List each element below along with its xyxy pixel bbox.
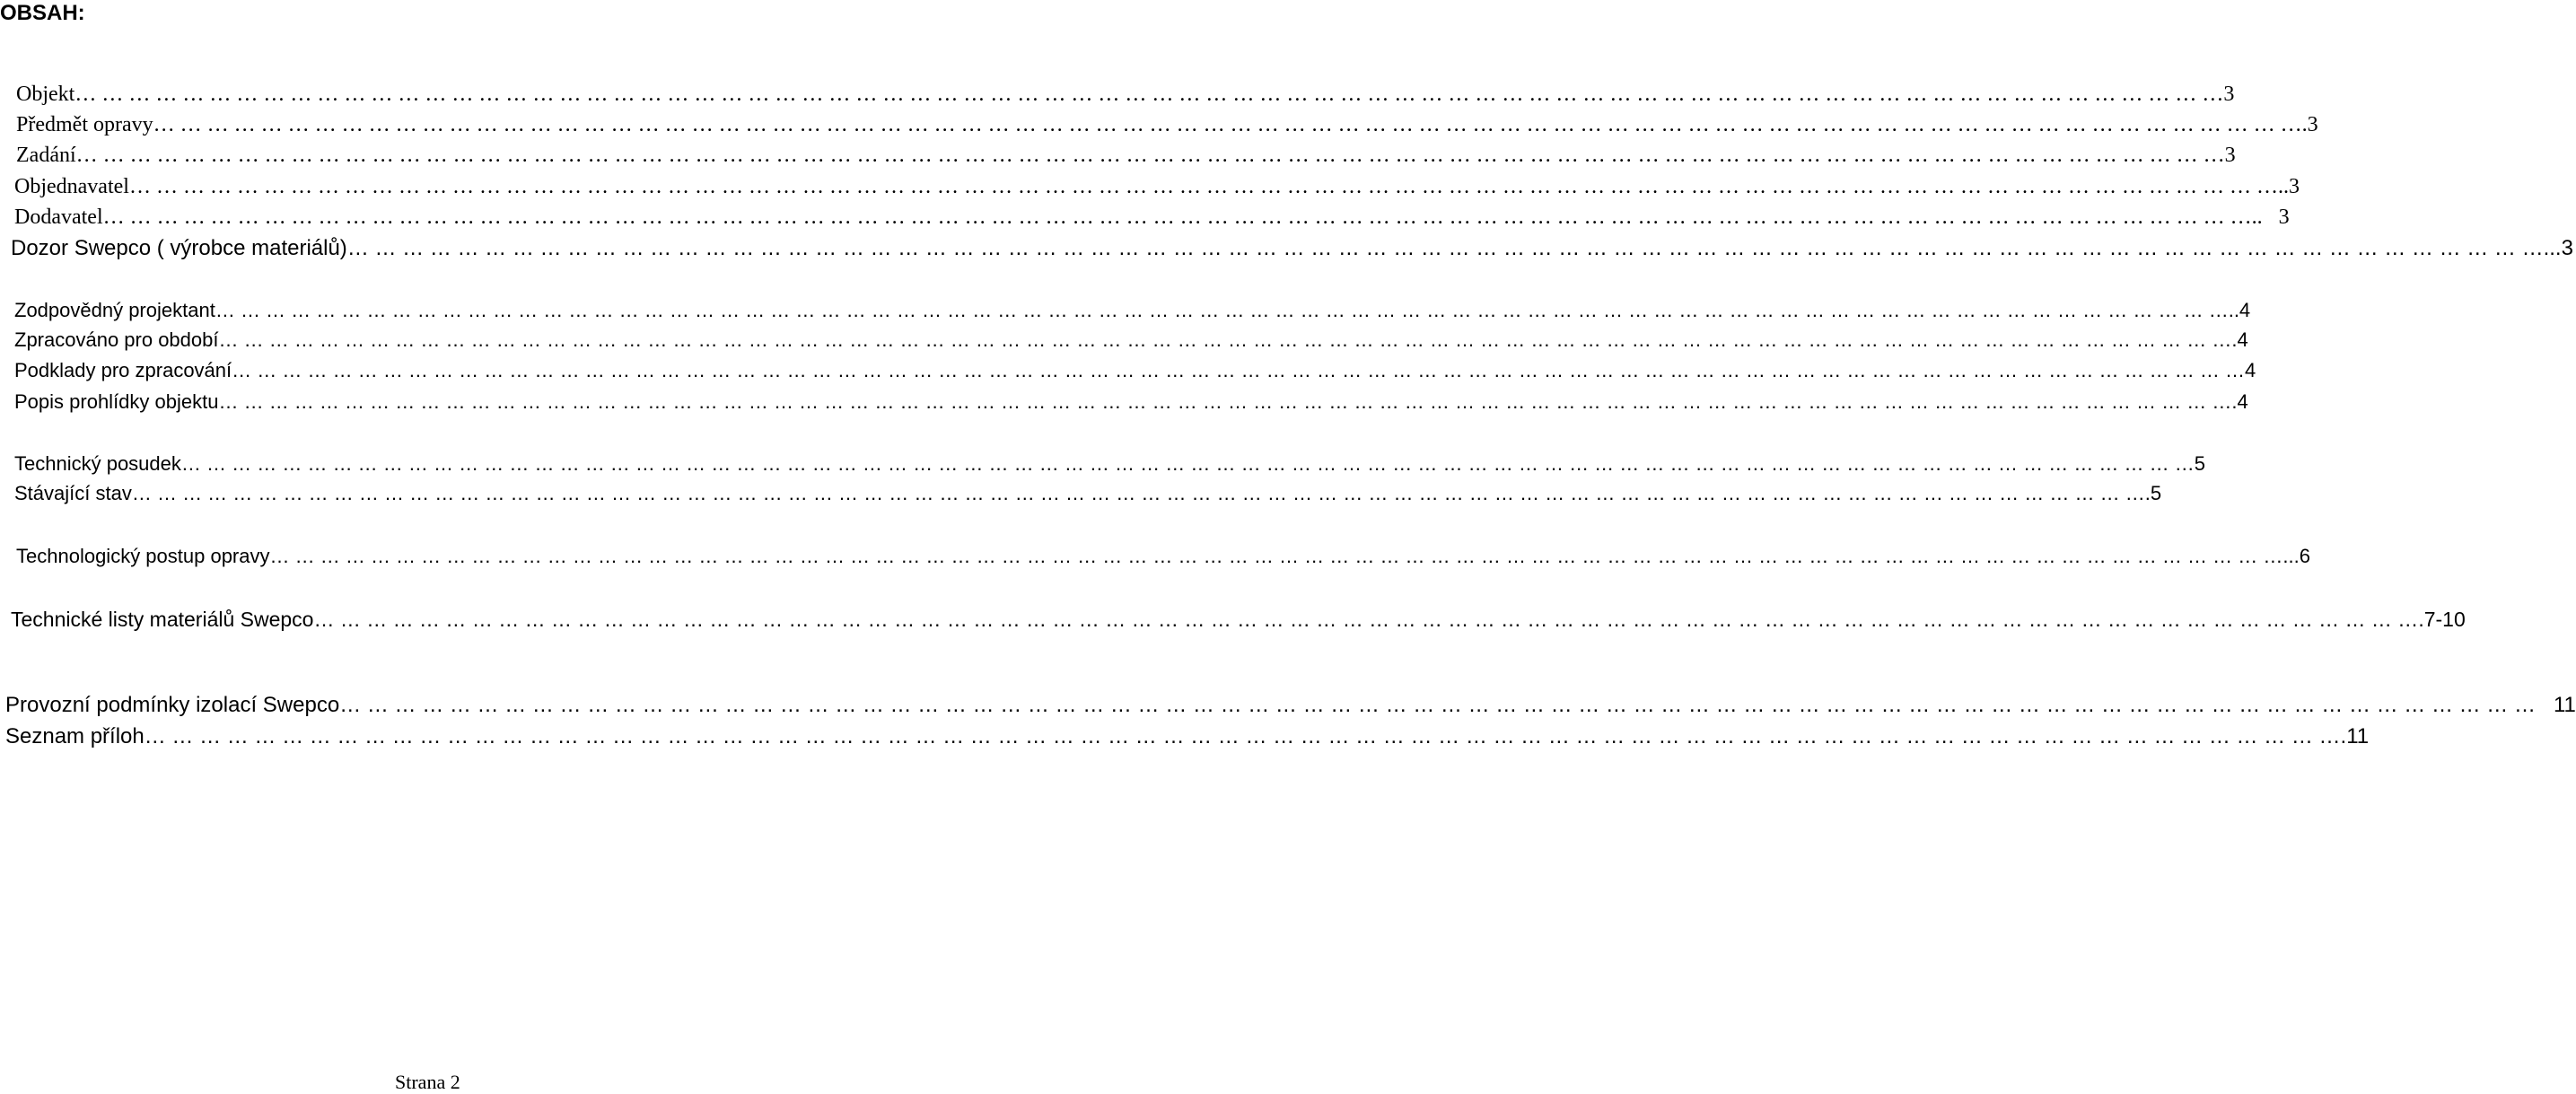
toc-entry-page: .7-10 [2418,608,2466,631]
toc-entry [14,297,2251,324]
toc-entry-page: 11 [2535,693,2576,717]
toc-entry-page: .11 [2340,724,2370,748]
toc-entry [14,389,2248,416]
toc-leader: … … … … … … … … … … … … … … … … … … … … … … … … … … … … … … … … … … … … … … … … … … … … … … … … … … … … … … … … … … … … … … … … … … … … … … … … … … … … … … … … [215,299,2229,321]
toc-entry-page: .5 [2144,482,2162,504]
toc-entry-page: ...3 [2543,236,2573,260]
toc-entry-title: Zodpovědný projektant [14,299,215,321]
toc-entry [14,173,2300,200]
toc-entry-title: Provozní podmínky izolací Swepco [5,693,340,717]
toc-leader: … … … … … … … … … … … … … … … … … … … … … … … … … … … … … … … … … … … … … … … … … … … … … … … … … … … … … … … … … … … … … … … … … … … … … … … … … … … … … … … … [102,206,2252,229]
toc-leader: … … … … … … … … … … … … … … … … … … … … … … … … … … … … … … … … … … … … … … … … … … … … … … … … … … … … … … … … … … … … … … … … … … … … … … … … … … … … … … … … [339,693,2536,717]
toc-entry [16,81,2235,108]
toc-entry-title: Zpracováno pro období [14,328,219,351]
toc-entry-page: 5 [2194,452,2206,475]
toc-entry-page: ..3 [2277,175,2300,198]
toc-leader: … … … … … … … … … … … … … … … … … … … … … … … … … … … … … … … … … … … … … … … … … … … … … … … … … … … … … … … … … … … … … … … … … … … … … … … … … … … … … … … … [144,724,2341,748]
toc-entry-title: Zadání [16,144,76,167]
toc-entry [14,357,2256,384]
toc-leader: … … … … … … … … … … … … … … … … … … … … … … … … … … … … … … … … … … … … … … … … … … … … … … … … … … … … … … … … … … … … … … … … … … … … … … … … … … … … … … … … [128,175,2278,198]
toc-leader: … … … … … … … … … … … … … … … … … … … … … … … … … … … … … … … … … … … … … … … … … … … … … … … … … … … … … … … … … … … … … … … … … … … … … … … … … … … … … … … … [313,608,2419,631]
toc-entry-title: Předmět opravy [16,113,153,136]
toc-entry-page: .. 3 [2251,206,2290,229]
toc-heading: OBSAH: [0,1,85,25]
toc-entry-page: .4 [2231,390,2248,413]
toc-entry [14,480,2162,507]
toc-leader: … … … … … … … … … … … … … … … … … … … … … … … … … … … … … … … … … … … … … … … … … … … … … … … … … … … … … … … … … … … … … … … … … … … … … … … … … … … … … … … … [269,545,2283,567]
toc-leader: … … … … … … … … … … … … … … … … … … … … … … … … … … … … … … … … … … … … … … … … … … … … … … … … … … … … … … … … … … … … … … … … … … … … … … … … … … … … … … … … [218,390,2232,413]
toc-entry-title: Dodavatel [14,206,103,229]
toc-entry-title: Objekt [16,83,75,106]
toc-entry-title: Podklady pro zpracování [14,359,232,381]
toc-entry-page: ...6 [2282,545,2310,567]
toc-entry-page: .4 [2231,328,2248,351]
toc-leader: … … … … … … … … … … … … … … … … … … … … … … … … … … … … … … … … … … … … … … … … … … … … … … … … … … … … … … … … … … … … … … … … … … … … … … … … … … … … … … … … [346,236,2544,260]
toc-entry [11,606,2466,633]
toc-leader: … … … … … … … … … … … … … … … … … … … … … … … … … … … … … … … … … … … … … … … … … … … … … … … … … … … … … … … … … … … … … … … … … … … … … … … … … … … … … … … … [180,452,2195,475]
toc-entry-page: 3 [2224,144,2236,167]
toc-leader: … … … … … … … … … … … … … … … … … … … … … … … … … … … … … … … … … … … … … … … … … … … … … … … … … … … … … … … … … … … … … … … … … … … … … … … … … … … … … … … … [75,144,2225,167]
toc-leader: … … … … … … … … … … … … … … … … … … … … … … … … … … … … … … … … … … … … … … … … … … … … … … … … … … … … … … … … … … … … … … … … … … … … … … … … … … … … … … … … [131,482,2145,504]
toc-entry-page: ..4 [2228,299,2251,321]
toc-entry [16,111,2318,138]
toc-entry-title: Stávající stav [14,482,132,504]
toc-entry-page: 4 [2245,359,2256,381]
toc-entry [14,451,2206,477]
toc-leader: … … … … … … … … … … … … … … … … … … … … … … … … … … … … … … … … … … … … … … … … … … … … … … … … … … … … … … … … … … … … … … … … … … … … … … … … … … … … … … … … [218,328,2232,351]
toc-entry-title: Seznam příloh [5,724,145,748]
toc-entry [16,543,2310,570]
toc-entry [5,692,2576,719]
toc-entry-title: Technologický postup opravy [16,545,270,567]
toc-entry-page: .3 [2301,113,2318,136]
toc-entry-title: Technické listy materiálů Swepco [11,608,314,631]
toc-entry [14,204,2290,231]
toc-entry-title: Objednavatel [14,175,129,198]
toc-leader: … … … … … … … … … … … … … … … … … … … … … … … … … … … … … … … … … … … … … … … … … … … … … … … … … … … … … … … … … … … … … … … … … … … … … … … … … … … … … … … … [232,359,2246,381]
toc-entry-title: Technický posudek [14,452,181,475]
toc-leader: … … … … … … … … … … … … … … … … … … … … … … … … … … … … … … … … … … … … … … … … … … … … … … … … … … … … … … … … … … … … … … … … … … … … … … … … … … … … … … … … [74,83,2224,106]
toc-entry [16,142,2236,169]
toc-entry-title: Popis prohlídky objektu [14,390,219,413]
toc-entry [5,723,2370,750]
page-number: Strana 2 [395,1071,460,1093]
toc-entry [14,327,2248,354]
toc-entry [11,235,2573,262]
toc-entry-title: Dozor Swepco ( výrobce materiálů) [11,236,347,260]
toc-leader: … … … … … … … … … … … … … … … … … … … … … … … … … … … … … … … … … … … … … … … … … … … … … … … … … … … … … … … … … … … … … … … … … … … … … … … … … … … … … … … … [153,113,2302,136]
toc-entry-page: 3 [2223,83,2235,106]
